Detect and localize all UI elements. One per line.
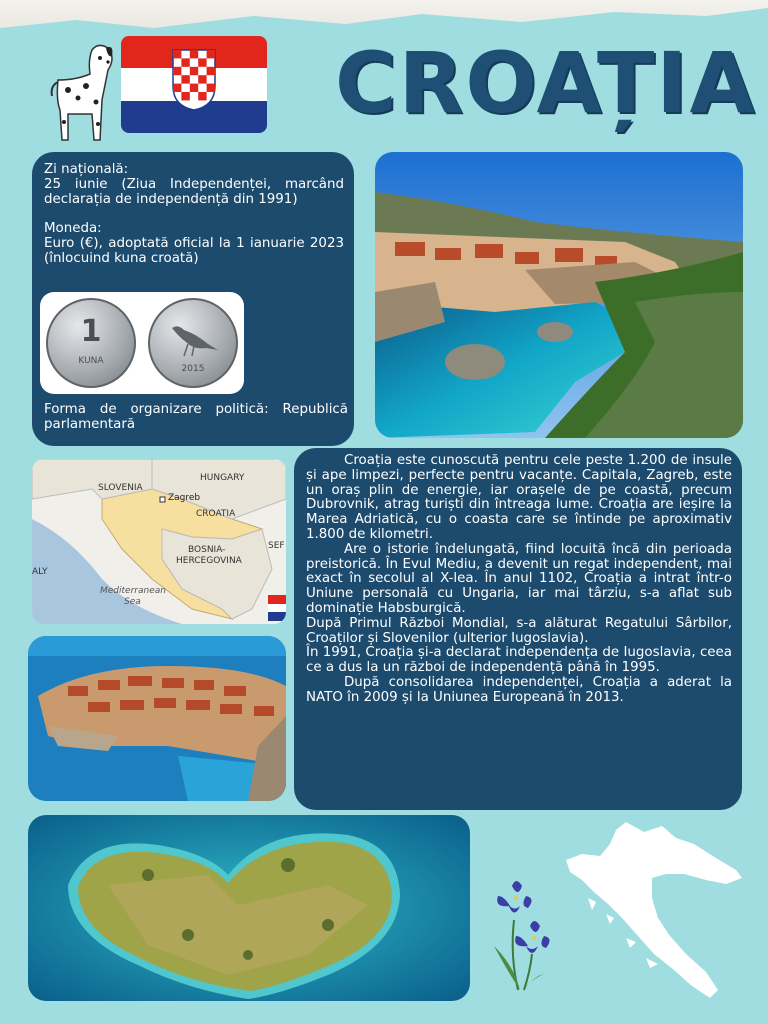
history-paragraph-1: Croația este cunoscută pentru cele peste 1.200 de insule și ape limpezi, perfecte pentru vacanțe. Capitala, Zagreb, este un oraș plin de energie, iar orașele de pe coastă, precum Dubrovnik, atrag turiști din întreaga lume. Croația are ieșire la Marea Adriatică, cu o coasta care se întinde pe aproximativ 1.800 de kilometri. [306, 453, 732, 542]
coin-value: 1 [80, 314, 102, 349]
kuna-coins [40, 292, 244, 394]
history-paragraph-5: După consolidarea independenței, Croația a aderat la NATO în 2009 și la Uniunea Europeană în 2013. [306, 674, 732, 705]
map-label-slovenia: SLOVENIA [98, 483, 143, 493]
map-label-serbia: SEF [268, 541, 285, 551]
government-text: Forma de organizare politică: Republică parlamentară [44, 402, 348, 432]
coat-of-arms-icon [169, 46, 219, 112]
national-day-label: Zi națională: [44, 162, 129, 177]
map-label-bosnia-1: BOSNIA- [188, 545, 226, 555]
map-label-zagreb: Zagreb [168, 493, 201, 503]
history-paragraph-2: Are o istorie îndelungată, fiind locuită încă din perioada preistorică. În Evul Mediu, a devenit un regat independent, mai exact în secolul al X-lea. În anul 1102, Croația a intrat într-o Uniune personală cu Ungaria, iar mai târziu, s-a aflat sub dominație Habsburgică. [306, 541, 732, 616]
map-label-sea-2: Sea [124, 597, 141, 607]
national-day-text: 25 iunie (Ziua Independenței, marcând declarația de independență din 1991) [44, 177, 344, 207]
iris-flower-icon [474, 876, 570, 992]
dubrovnik-old-town-photo [28, 636, 286, 801]
coin-front [46, 298, 136, 388]
history-paragraph-3: După Primul Război Mondial, s-a alăturat Regatului Sârbilor, Croaților și Slovenilor (ulterior Iugoslavia). [306, 615, 732, 646]
map-label-croatia: CROATIA [196, 509, 236, 519]
history-text-panel [294, 448, 742, 810]
coin-back [148, 298, 238, 388]
coin-unit: KUNA [78, 356, 104, 366]
croatia-map [32, 459, 286, 624]
currency-label: Moneda: [44, 221, 102, 236]
currency-text: Euro (€), adoptată oficial la 1 ianuarie 2023 (înlocuind kuna croată) [44, 236, 344, 266]
history-paragraph-4: În 1991, Croația și-a declarat independența de Iugoslavia, ceea ce a dus la un război de independență până în 1995. [306, 645, 732, 676]
map-label-sea-1: Mediterranean [100, 586, 166, 596]
map-label-italy: ALY [32, 567, 48, 577]
croatia-outline-icon [566, 818, 742, 1004]
croatia-flag [121, 36, 267, 133]
map-label-bosnia-2: HERCEGOVINA [176, 556, 242, 566]
nightingale-icon [168, 320, 220, 360]
dalmatian-dog-icon [46, 40, 132, 144]
page-title: CROAȚIA [335, 34, 757, 132]
map-flag-icon [268, 595, 286, 621]
dubrovnik-coast-photo [375, 152, 743, 438]
heart-island-photo [28, 815, 470, 1001]
coin-year: 2015 [181, 364, 205, 374]
map-label-hungary: HUNGARY [200, 473, 245, 483]
